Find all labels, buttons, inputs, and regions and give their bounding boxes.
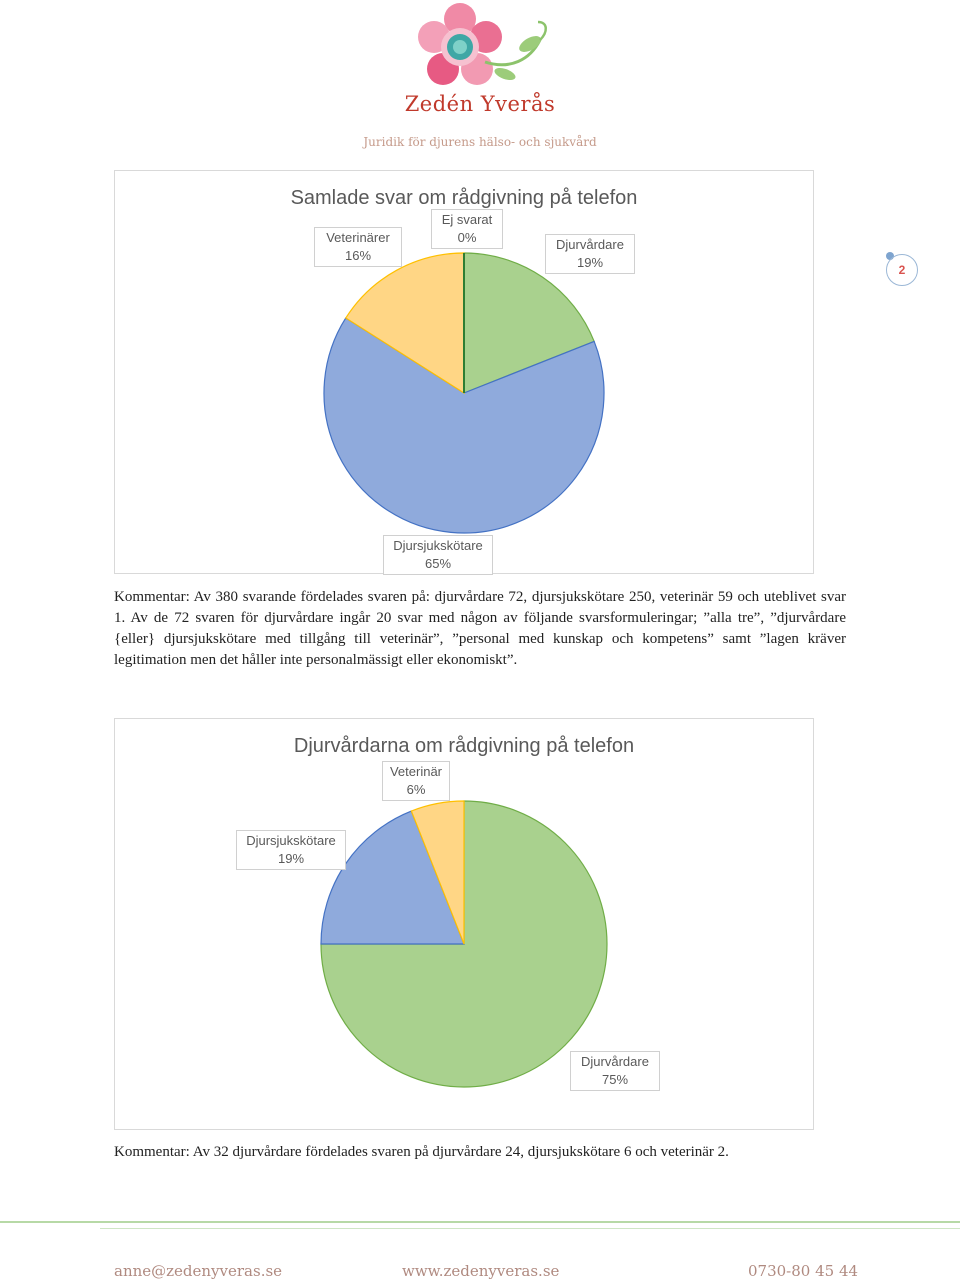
- chart-1-label-veterinarer: [314, 227, 402, 267]
- chart-1-label-veterinarer-name: Veterinärer: [326, 230, 390, 245]
- chart-1-label-ej-svarat-name: Ej svarat: [441, 212, 493, 227]
- chart-1-label-djursjukskotare-pct: 65%: [424, 556, 452, 571]
- chart-1-label-djurvardare: [545, 234, 635, 274]
- chart-2-title: Djurvårdarna om rådgivning på telefon: [293, 735, 635, 757]
- chart-1-label-ej-svarat: [431, 209, 503, 249]
- page-number: 2: [886, 254, 918, 286]
- chart-2-label-djursjukskotare-name: Djursjukskötare: [246, 833, 336, 848]
- chart-2-label-djursjukskotare-pct: 19%: [277, 851, 305, 866]
- chart-2-label-veterinar: [382, 761, 450, 801]
- chart-2-pie: [115, 719, 813, 1129]
- footer-divider: [0, 1221, 960, 1223]
- footer-phone: 0730-80 45 44: [748, 1262, 859, 1280]
- footer-email-link[interactable]: anne@zedenyveras.se: [114, 1262, 283, 1280]
- chart-2-label-veterinar-name: Veterinär: [389, 764, 443, 779]
- chart-1-label-veterinarer-pct: 16%: [344, 248, 372, 263]
- chart-1-label-djurvardare-pct: 19%: [576, 255, 604, 270]
- chart-1: [114, 170, 814, 574]
- chart-2-label-djurvardare: [570, 1051, 660, 1091]
- brand-name: Zedén Yverås: [404, 92, 556, 116]
- comment-1: Kommentar: Av 380 svarande fördelades svaren på: djurvårdare 72, djursjukskötare 250, veterinär 59 och uteblivet svar 1. Av de 72 svaren för djurvårdare ingår 20 svar med någon av följande svarsformuleringar; ”alla tre”, ”djurvårdare {eller} djursjukskötare med tillgång till veterinär”, ”personal med kunskap och kompetens” samt ”lagen kräver legitimation men det håller inte personalmässigt eller ekonomiskt”.: [114, 589, 846, 668]
- chart-2-label-djursjukskotare: [236, 830, 346, 870]
- brand-tagline: Juridik för djurens hälso- och sjukvård: [363, 135, 597, 149]
- chart-2-label-veterinar-pct: 6%: [406, 782, 426, 797]
- chart-1-label-ej-svarat-pct: 0%: [457, 230, 477, 245]
- chart-1-label-djursjukskotare-name: Djursjukskötare: [393, 538, 483, 553]
- chart-1-title: Samlade svar om rådgivning på telefon: [290, 187, 638, 209]
- comment-2: Kommentar: Av 32 djurvårdare fördelades svaren på djurvårdare 24, djursjukskötare 6 och veterinär 2.: [114, 1144, 729, 1160]
- footer-divider-thin: [100, 1228, 960, 1229]
- chart-2-label-djurvardare-pct: 75%: [601, 1072, 629, 1087]
- chart-2: [114, 718, 814, 1130]
- chart-1-label-djurvardare-name: Djurvårdare: [556, 237, 624, 252]
- chart-1-label-djursjukskotare: [383, 535, 493, 575]
- chart-2-label-djurvardare-name: Djurvårdare: [581, 1054, 649, 1069]
- footer-website-link[interactable]: www.zedenyveras.se: [402, 1262, 560, 1280]
